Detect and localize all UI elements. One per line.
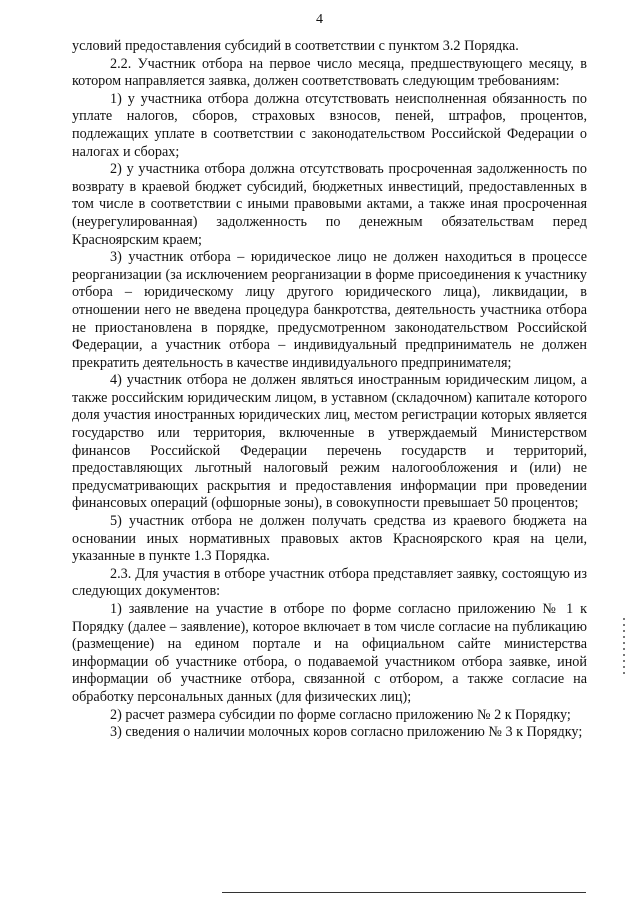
scan-margin-marks — [623, 618, 625, 678]
requirement-4: 4) участник отбора не должен являться иностранным юридическим лицом, а также российским юридическим лицом, в уставном (складочном) капитале которого доля участия иностранных юридических лиц, местом регистрации которых является государство или территория, включенные в утверждаемый Министерством финансов Российской Федерации перечень государств и территорий, предоставляющих льготный налоговый режим налогообложения и (или) не предусматривающих раскрытия и предоставления информации при проведении финансовых операций (офшорные зоны), в совокупности превышает 50 процентов; — [72, 372, 587, 512]
paragraph-continuation: условий предоставления субсидий в соответствии с пунктом 3.2 Порядка. — [72, 38, 519, 54]
requirement-3: 3) участник отбора – юридическое лицо не должен находиться в процессе реорганизации (за исключением реорганизации в форме присоединения к участнику отбора – юридическому лицу другого юридического лица), ликвидации, в отношении него не введена процедура банкротства, деятельность участника отбора не приостановлена в порядке, предусмотренном законодательством Российской Федерации, а участник отбора – индивидуальный предприниматель не должен прекратить деятельность в качестве индивидуального предпринимателя; — [72, 249, 587, 371]
requirement-5: 5) участник отбора не должен получать средства из краевого бюджета на основании иных нормативных правовых актов Красноярского края на цели, указанные в пункте 1.3 Порядка. — [72, 513, 587, 565]
requirement-1: 1) у участника отбора должна отсутствовать неисполненная обязанность по уплате налогов, сборов, страховых взносов, пеней, штрафов, процентов, подлежащих уплате в соответствии с законодательством Российской Федерации о налогах и сборах; — [72, 90, 587, 160]
paragraph-2-2: 2.2. Участник отбора на первое число месяца, предшествующего месяцу, в котором направляется заявка, должен соответствовать следующим требованиям: — [72, 55, 587, 90]
document-item-3: 3) сведения о наличии молочных коров согласно приложению № 3 к Порядку; — [110, 724, 583, 741]
document-item-1: 1) заявление на участие в отборе по форме согласно приложению № 1 к Порядку (далее – заявление), которое включает в том числе согласие на публикацию (размещение) на едином портале и на официальном сайте министерства информации об участнике отбора, о подаваемой участником отбора заявке, иной информации об участнике отбора, связанной с отбором, а также согласие на обработку персональных данных (для физических лиц); — [72, 601, 587, 705]
document-item-2: 2) расчет размера субсидии по форме согласно приложению № 2 к Порядку; — [110, 706, 571, 723]
document-body — [72, 38, 587, 742]
footer-rule — [222, 892, 586, 893]
paragraph-2-3: 2.3. Для участия в отборе участник отбора представляет заявку, состоящую из следующих документов: — [72, 565, 587, 600]
page-number: 4 — [316, 12, 323, 27]
requirement-2: 2) у участника отбора должна отсутствовать просроченная задолженность по возврату в краевой бюджет субсидий, бюджетных инвестиций, предоставленных в том числе в соответствии с иными правовыми актами, а также иная просроченная (неурегулированная) задолженность по денежным обязательствам перед Красноярским краем; — [72, 161, 587, 248]
